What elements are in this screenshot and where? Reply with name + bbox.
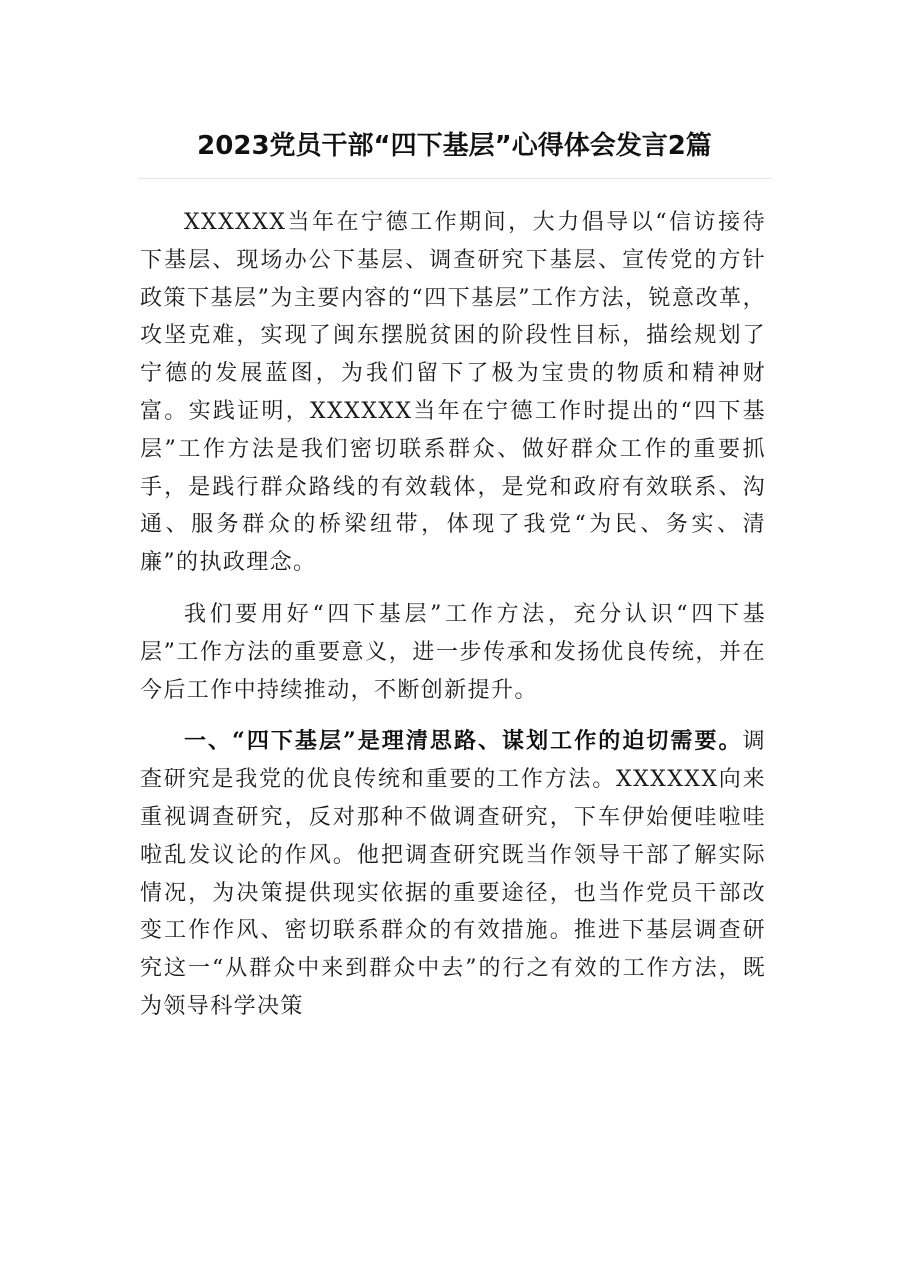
paragraph-intro: [140, 204, 766, 582]
document-title: 2023党员干部“四下基层”心得体会发言2篇: [197, 131, 712, 161]
document-body: [140, 204, 766, 1026]
paragraph-text: XXXXXX当年在宁德工作期间，大力倡导以“信访接待下基层、现场办公下基层、调查研究下基层、宣传党的方针政策下基层”为主要内容的“四下基层”工作方法，锐意改革，攻坚克难，实现了闽东摆脱贫困的阶段性目标，描绘规划了宁德的发展蓝图，为我们留下了极为宝贵的物质和精神财富。实践证明，XXXXXX当年在宁德工作时提出的“四下基层”工作方法是我们密切联系群众、做好群众工作的重要抓手，是践行群众路线的有效载体，是党和政府有效联系、沟通、服务群众的桥梁纽带，体现了我党“为民、务实、清廉”的执政理念。: [140, 210, 766, 576]
title-divider: [138, 178, 772, 179]
paragraph-text: 调查研究是我党的优良传统和重要的工作方法。XXXXXX向来重视调查研究，反对那种不做调查研究，下车伊始便哇啦哇啦乱发议论的作风。他把调查研究既当作领导干部了解实际情况，为决策提供现实依据的重要途径，也当作党员干部改变工作作风、密切联系群众的有效措施。推进下基层调查研究这一“从群众中来到群众中去”的行之有效的工作方法，既为领导科学决策: [140, 729, 766, 1019]
section-heading: 一、“四下基层”是理清思路、谋划工作的迫切需要。: [184, 728, 743, 755]
paragraph-text: 我们要用好“四下基层”工作方法，充分认识“四下基层”工作方法的重要意义，进一步传承和发扬优良传统，并在今后工作中持续推动，不断创新提升。: [140, 601, 766, 703]
paragraph-section-one: [140, 723, 766, 1025]
paragraph-method: [140, 596, 766, 709]
